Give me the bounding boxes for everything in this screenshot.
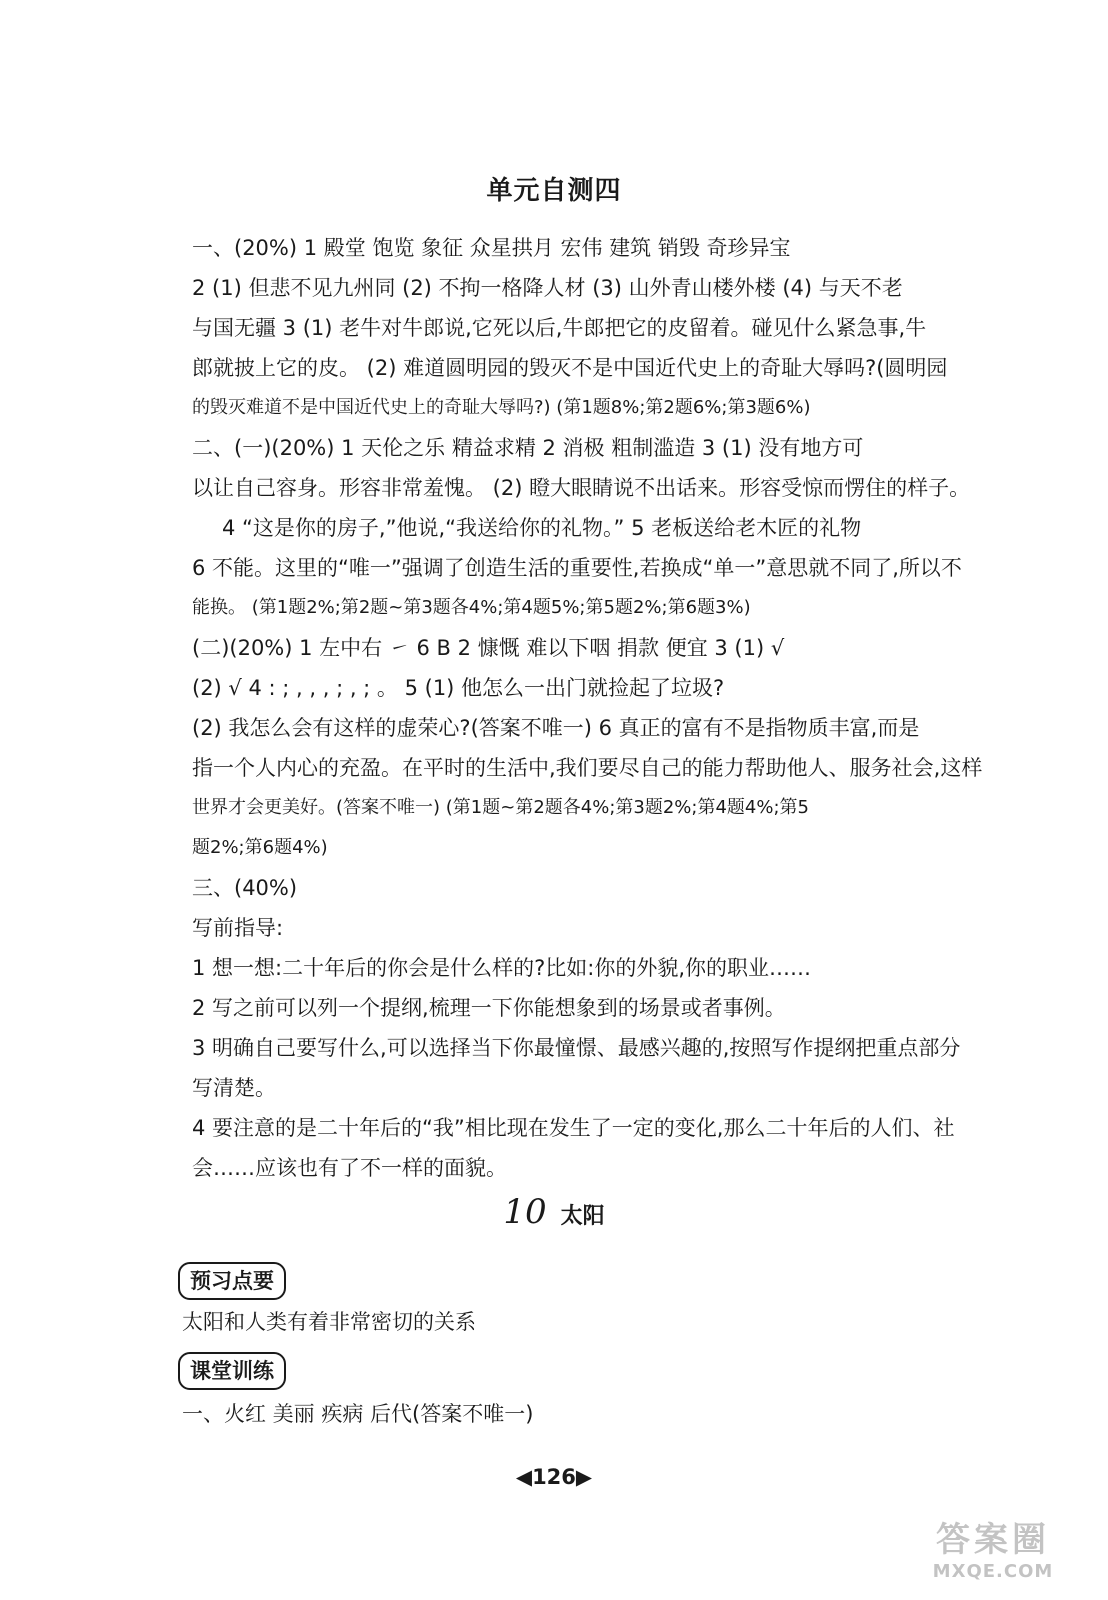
lesson-title (0, 1192, 1108, 1232)
text-line: 6 不能。这里的“唯一”强调了创造生活的重要性,若换成“单一”意思就不同了,所以不 (192, 556, 962, 580)
text-line: 郎就披上它的皮。 (2) 难道圆明园的毁灭不是中国近代史上的奇耻大辱吗?(圆明园 (192, 356, 948, 380)
section-heading: 三、(40%) (192, 876, 298, 900)
text-line: 写前指导: (192, 916, 284, 940)
preview-heading: 预习点要 (178, 1262, 286, 1300)
text-line: 3 明确自己要写什么,可以选择当下你最憧憬、最感兴趣的,按照写作提纲把重点部分 (192, 1036, 961, 1060)
watermark-logo (918, 1512, 1068, 1582)
text-line: 会……应该也有了不一样的面貌。 (192, 1156, 507, 1180)
text-line: 4 要注意的是二十年后的“我”相比现在发生了一定的变化,那么二十年后的人们、社 (192, 1116, 955, 1140)
text-line: 世界才会更美好。(答案不唯一) (第1题~第2题各4%;第3题2%;第4题4%;第5 (192, 797, 809, 818)
text-line: 以让自己容身。形容非常羞愧。 (2) 瞪大眼睛说不出话来。形容受惊而愣住的样子。 (192, 476, 971, 500)
watermark-line2: MXQE.COM (932, 1561, 1054, 1582)
text-line: 能换。 (第1题2%;第2题~第3题各4%;第4题5%;第5题2%;第6题3%) (192, 597, 751, 618)
text-line: 题2%;第6题4%) (192, 837, 328, 858)
text-line: 2 写之前可以列一个提纲,梳理一下你能想象到的场景或者事例。 (192, 996, 786, 1020)
practice-text: 一、火红 美丽 疾病 后代(答案不唯一) (182, 1402, 534, 1426)
lesson-name: 太阳 (560, 1204, 605, 1229)
answer-content (192, 228, 1052, 1188)
lesson-number: 10 (503, 1192, 547, 1232)
text-line: 1 想一想:二十年后的你会是什么样的?比如:你的外貌,你的职业…… (192, 956, 812, 980)
text-line: (二)(20%) 1 左中右 ㇀ 6 B 2 慷慨 难以下咽 捐款 便宜 3 (1) √ (192, 636, 785, 660)
text-line: 指一个人内心的充盈。在平时的生活中,我们要尽自己的能力帮助他人、服务社会,这样 (192, 756, 983, 780)
text-line: 二、(一)(20%) 1 天伦之乐 精益求精 2 消极 粗制滥造 3 (1) 没有地方可 (192, 436, 864, 460)
text-line: 与国无疆 3 (1) 老牛对牛郎说,它死以后,牛郎把它的皮留着。碰见什么紧急事,牛 (192, 316, 927, 340)
text-line: (2) √ 4 : ; , , , ; , ; 。 5 (1) 他怎么一出门就捡起了垃圾? (192, 676, 725, 700)
text-line: 2 (1) 但悲不见九州同 (2) 不拘一格降人材 (3) 山外青山楼外楼 (4) 与天不老 (192, 276, 903, 300)
page-title: 单元自测四 (486, 176, 622, 206)
page-number: ◀126▶ (515, 1465, 593, 1489)
text-line: 4 “这是你的房子,”他说,“我送给你的礼物。” 5 老板送给老木匠的礼物 (222, 516, 862, 540)
watermark-line1: 答案圈 (936, 1520, 1050, 1560)
preview-text: 太阳和人类有着非常密切的关系 (182, 1310, 476, 1334)
text-line: 一、(20%) 1 殿堂 饱览 象征 众星拱月 宏伟 建筑 销毁 奇珍异宝 (192, 236, 791, 260)
text-line: 的毁灭难道不是中国近代史上的奇耻大辱吗?) (第1题8%;第2题6%;第3题6%) (192, 397, 811, 418)
text-line: 写清楚。 (192, 1076, 276, 1100)
practice-heading: 课堂训练 (178, 1352, 286, 1390)
text-line: (2) 我怎么会有这样的虚荣心?(答案不唯一) 6 真正的富有不是指物质丰富,而是 (192, 716, 920, 740)
